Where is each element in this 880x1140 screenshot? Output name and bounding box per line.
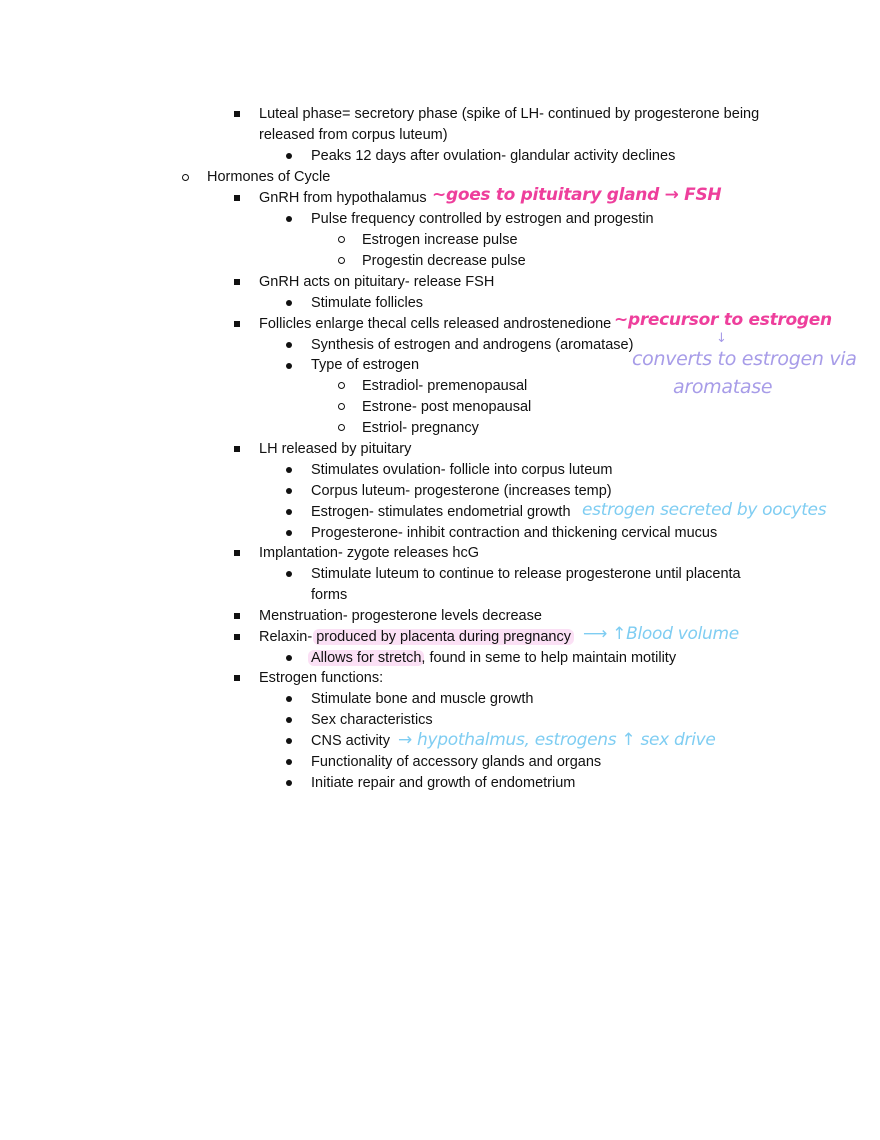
handwritten-note-pituitary: ~goes to pituitary gland → FSH bbox=[432, 185, 722, 205]
bullet-square-l4 bbox=[234, 195, 240, 201]
bullet-dot-l27 bbox=[286, 696, 292, 702]
note-line: CNS activity bbox=[311, 733, 390, 749]
note-line: Estriol- pregnancy bbox=[362, 420, 479, 436]
note-line: Corpus luteum- progesterone (increases temp) bbox=[311, 483, 612, 499]
bullet-dot-l12 bbox=[286, 363, 292, 369]
bullet-circle-l7 bbox=[338, 257, 345, 264]
bullet-square-l21 bbox=[234, 550, 240, 556]
bullet-square-l10 bbox=[234, 321, 240, 327]
note-line bbox=[311, 648, 676, 668]
bullet-square-l1 bbox=[234, 111, 240, 117]
note-line: Synthesis of estrogen and androgens (aromatase) bbox=[311, 337, 634, 353]
bullet-square-l26 bbox=[234, 675, 240, 681]
bullet-dot-l5 bbox=[286, 216, 292, 222]
handwritten-note-blood-volume: ⟶ ↑Blood volume bbox=[583, 624, 739, 644]
note-line: Sex characteristics bbox=[311, 712, 433, 728]
note-line: Initiate repair and growth of endometrium bbox=[311, 775, 576, 791]
note-line: Follicles enlarge thecal cells released androstenedione bbox=[259, 316, 612, 332]
bullet-dot-l17 bbox=[286, 467, 292, 473]
bullet-dot-l28 bbox=[286, 717, 292, 723]
note-line: Implantation- zygote releases hcG bbox=[259, 545, 480, 561]
note-line: Estrogen- stimulates endometrial growth bbox=[311, 504, 571, 520]
bullet-square-l8 bbox=[234, 279, 240, 285]
handwritten-note-aromatase: converts to estrogen via bbox=[632, 348, 857, 370]
bullet-dot-l30 bbox=[286, 759, 292, 765]
handwritten-note-precursor: ~precursor to estrogen bbox=[614, 310, 832, 330]
bullet-dot-l31 bbox=[286, 780, 292, 786]
relaxin-label: Relaxin- bbox=[259, 629, 313, 645]
bullet-dot-l2 bbox=[286, 153, 292, 159]
note-line: Pulse frequency controlled by estrogen and progestin bbox=[311, 211, 654, 227]
note-line: Menstruation- progesterone levels decrease bbox=[259, 608, 542, 624]
note-line: Progestin decrease pulse bbox=[362, 253, 526, 269]
note-line: released from corpus luteum) bbox=[259, 127, 448, 143]
bullet-dot-l11 bbox=[286, 342, 292, 348]
highlighted-text: produced by placenta during pregnancy bbox=[313, 629, 574, 645]
section-heading: Hormones of Cycle bbox=[207, 169, 331, 185]
bullet-dot-l9 bbox=[286, 300, 292, 306]
note-line: Stimulate follicles bbox=[311, 295, 424, 311]
bullet-dot-l20 bbox=[286, 530, 292, 536]
highlighted-text: Allows for stretch bbox=[308, 650, 424, 666]
note-line: Stimulate luteum to continue to release progesterone until placenta bbox=[311, 566, 741, 582]
handwritten-arrow-down: ↓ bbox=[716, 331, 727, 346]
note-line: Luteal phase= secretory phase (spike of LH- continued by progesterone being bbox=[259, 106, 760, 122]
bullet-circle-l6 bbox=[338, 236, 345, 243]
note-line: Estrone- post menopausal bbox=[362, 399, 532, 415]
note-line: Stimulate bone and muscle growth bbox=[311, 691, 534, 707]
bullet-square-l24 bbox=[234, 634, 240, 640]
note-line: Estrogen functions: bbox=[259, 670, 384, 686]
note-line: Estrogen increase pulse bbox=[362, 232, 518, 248]
note-line bbox=[259, 627, 571, 647]
bullet-square-l16 bbox=[234, 446, 240, 452]
note-line: LH released by pituitary bbox=[259, 441, 412, 457]
handwritten-note-sex-drive: → hypothalmus, estrogens ↑ sex drive bbox=[398, 730, 716, 750]
note-line: Stimulates ovulation- follicle into corpus luteum bbox=[311, 462, 613, 478]
handwritten-note-oocytes: estrogen secreted by oocytes bbox=[582, 500, 827, 520]
note-text: , found in seme to help maintain motility bbox=[421, 650, 677, 666]
bullet-square-l23 bbox=[234, 613, 240, 619]
bullet-dot-l18 bbox=[286, 488, 292, 494]
bullet-circle-l15 bbox=[338, 424, 345, 431]
bullet-dot-l29 bbox=[286, 738, 292, 744]
note-line: Peaks 12 days after ovulation- glandular activity declines bbox=[311, 148, 676, 164]
bullet-dot-l25 bbox=[286, 655, 292, 661]
note-line: Type of estrogen bbox=[311, 357, 420, 373]
note-line: GnRH acts on pituitary- release FSH bbox=[259, 274, 495, 290]
bullet-circle-l3 bbox=[182, 174, 189, 181]
bullet-dot-l19 bbox=[286, 509, 292, 515]
note-line: Functionality of accessory glands and organs bbox=[311, 754, 602, 770]
note-line: GnRH from hypothalamus bbox=[259, 190, 427, 206]
note-line: Progesterone- inhibit contraction and thickening cervical mucus bbox=[311, 525, 718, 541]
handwritten-note-aromatase-2: aromatase bbox=[673, 376, 773, 398]
note-line: Estradiol- premenopausal bbox=[362, 378, 528, 394]
bullet-dot-l22 bbox=[286, 571, 292, 577]
note-line: forms bbox=[311, 587, 348, 603]
bullet-circle-l13 bbox=[338, 382, 345, 389]
bullet-circle-l14 bbox=[338, 403, 345, 410]
